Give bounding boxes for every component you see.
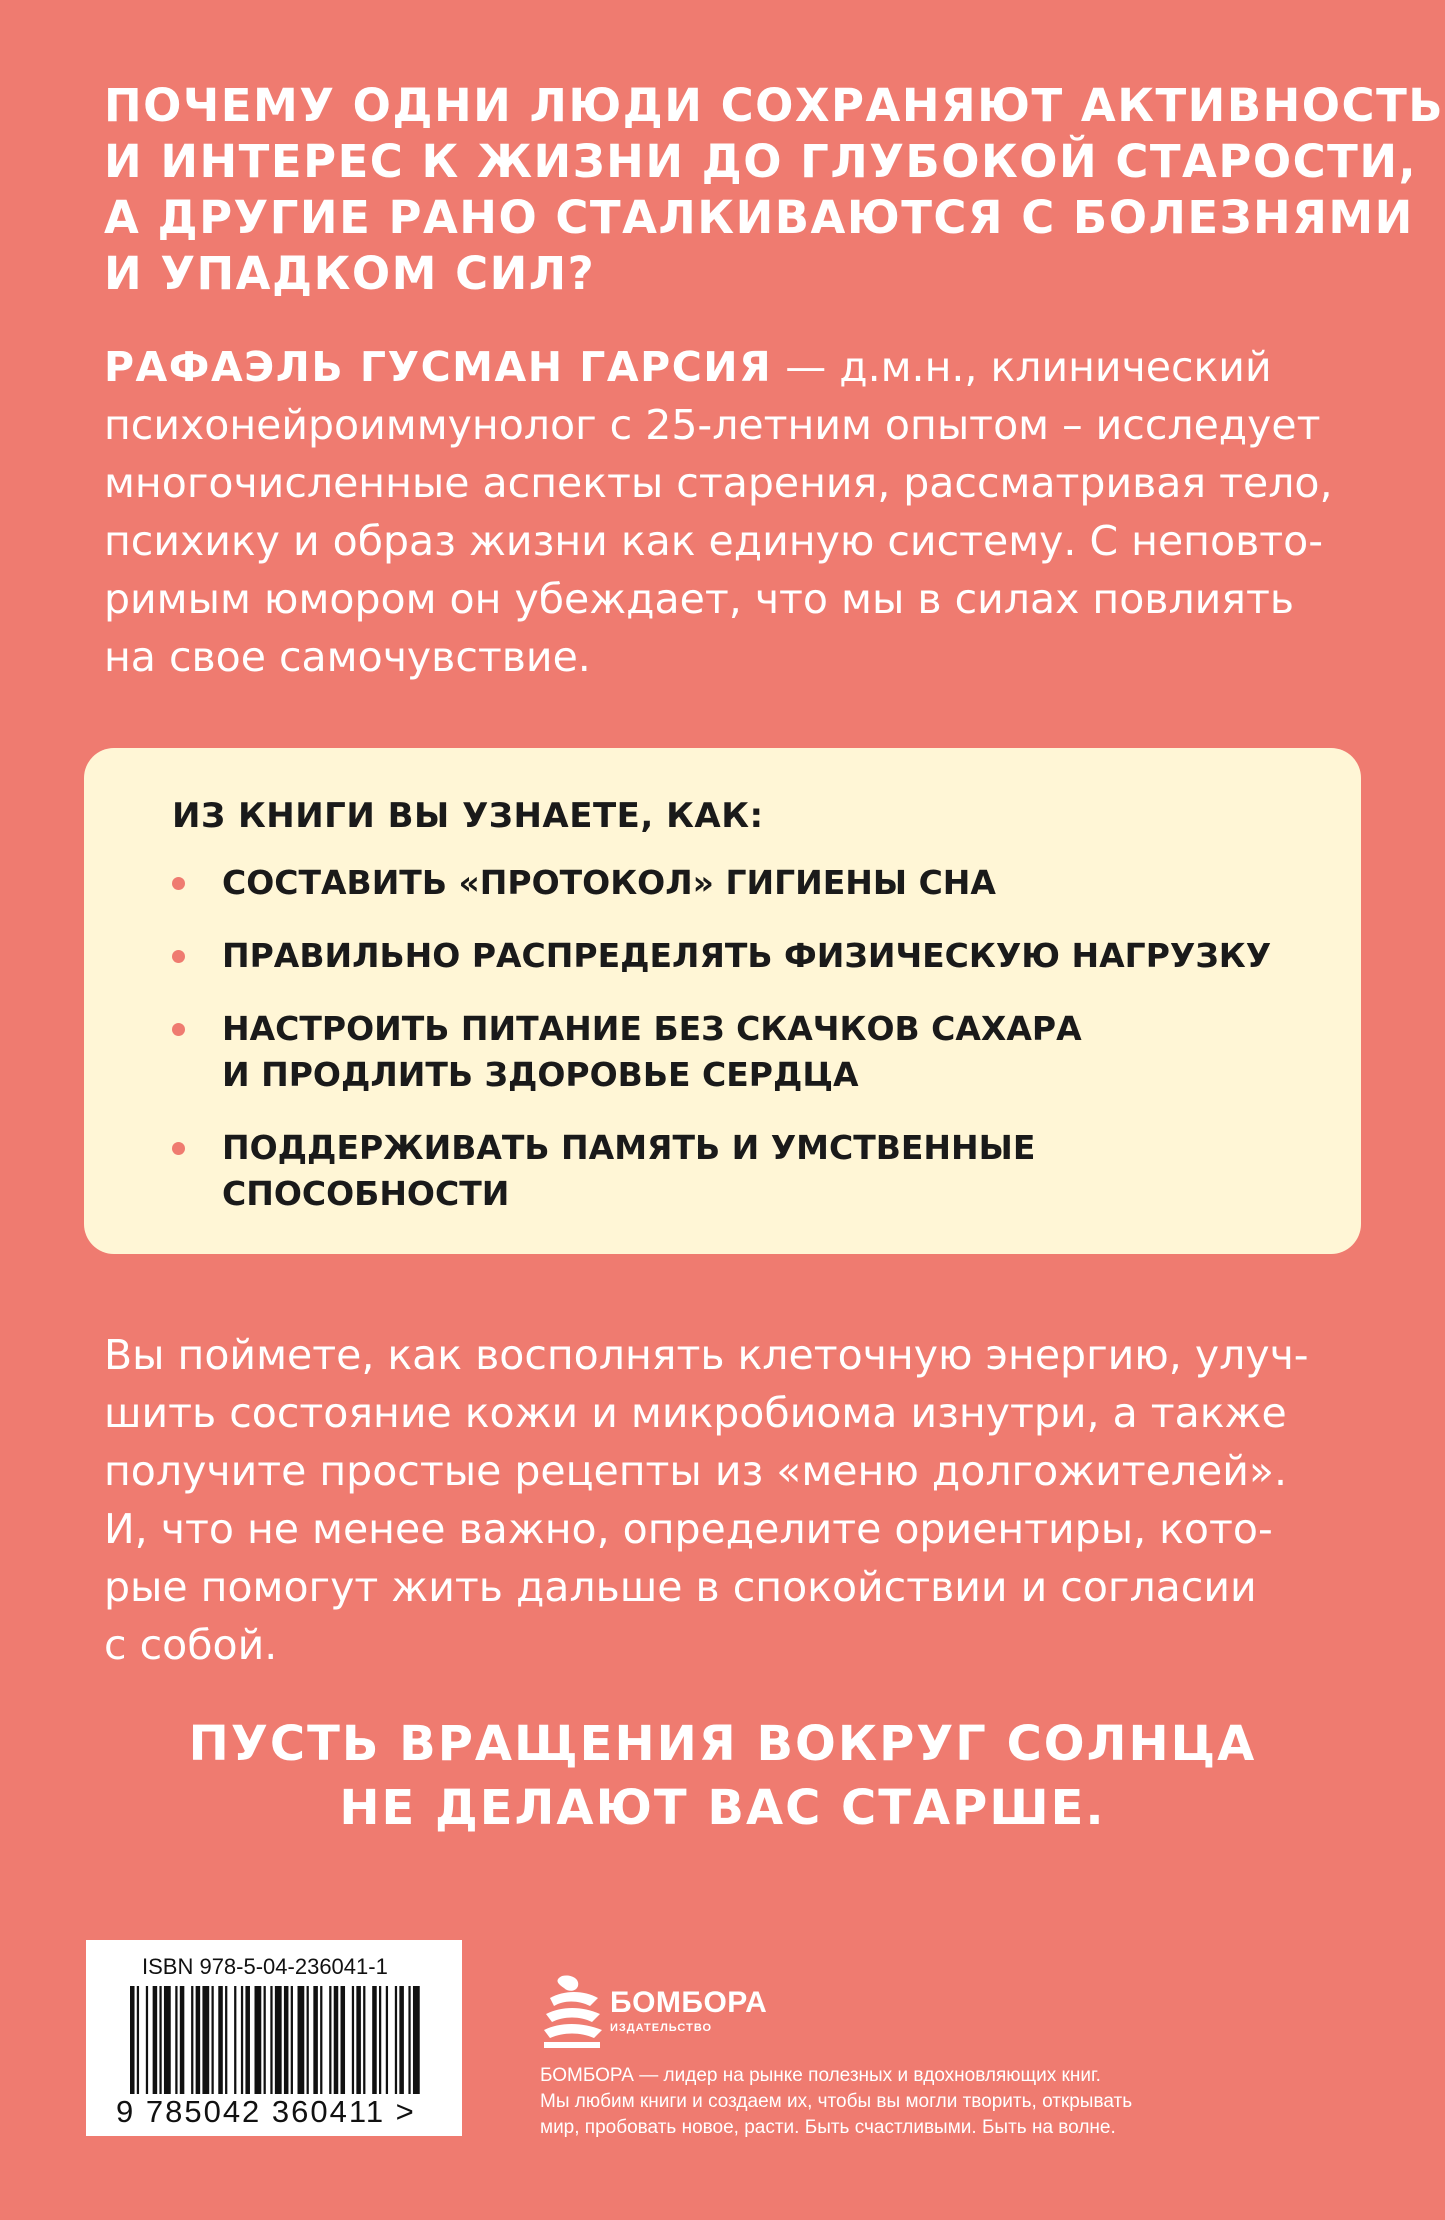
barcode-bar xyxy=(379,1986,381,2094)
barcode-bar xyxy=(225,1986,227,2094)
barcode-bar xyxy=(175,1986,177,2094)
bullet-dot-icon xyxy=(172,950,185,963)
body-line: Вы поймете, как восполнять клеточную энергию, улуч- xyxy=(104,1331,1309,1379)
author-name: РАФАЭЛЬ ГУСМАН ГАРСИЯ xyxy=(104,343,773,391)
body-line: рые помогут жить дальше в спокойствии и согласии xyxy=(104,1563,1257,1611)
author-credentials: — д.м.н., клинический xyxy=(772,343,1272,391)
author-line: психику и образ жизни как единую систему. С неповто- xyxy=(104,517,1323,565)
barcode-bar xyxy=(196,1986,201,2094)
bullet-dot-icon xyxy=(172,1142,185,1155)
barcode-bar xyxy=(395,1986,397,2094)
barcode-bar xyxy=(180,1986,185,2094)
author-line: римым юмором он убеждает, что мы в силах повлиять xyxy=(104,575,1295,623)
barcode-bar xyxy=(291,1986,293,2094)
publisher-line: мир, пробовать новое, расти. Быть счастливыми. Быть на волне. xyxy=(540,2117,1116,2138)
author-line: многочисленные аспекты старения, рассматривая тело, xyxy=(104,459,1333,507)
tagline-line: ПУСТЬ ВРАЩЕНИЯ ВОКРУГ СОЛНЦА xyxy=(188,1716,1257,1772)
bullet-dot-icon xyxy=(172,877,185,890)
barcode-bar xyxy=(386,1986,388,2094)
bullet-dot-icon xyxy=(172,1023,185,1036)
barcode-icon xyxy=(130,1986,422,2094)
barcode-bar xyxy=(164,1986,171,2094)
barcode-bar xyxy=(153,1986,158,2094)
isbn-label: ISBN 978-5-04-236041-1 xyxy=(142,1954,388,1979)
logo-subtitle: ИЗДАТЕЛЬСТВО xyxy=(610,2022,713,2034)
body-description xyxy=(104,1326,1364,1674)
isbn-digits: 9 785042 360411 > xyxy=(116,2094,416,2129)
logo-name: БОМБОРА xyxy=(610,1986,768,2019)
barcode-bar xyxy=(137,1986,139,2094)
barcode-bar xyxy=(270,1986,272,2094)
list-item xyxy=(172,860,1342,906)
publisher-line: БОМБОРА — лидер на рынке полезных и вдохновляющих книг. xyxy=(540,2065,1101,2086)
author-line: на свое самочувствие. xyxy=(104,633,591,681)
list-item xyxy=(172,1125,1342,1217)
barcode-bar xyxy=(159,1986,161,2094)
barcode-bar xyxy=(408,1986,410,2094)
publisher-logo xyxy=(540,1972,780,2048)
barcode-bar xyxy=(399,1986,404,2094)
publisher-description xyxy=(540,2063,1400,2141)
barcode-bar xyxy=(341,1986,346,2094)
barcode-bar xyxy=(245,1986,250,2094)
list-item-text: СПОСОБНОСТИ xyxy=(222,1174,510,1213)
headline xyxy=(104,78,1445,302)
headline-line: ПОЧЕМУ ОДНИ ЛЮДИ СОХРАНЯЮТ АКТИВНОСТЬ xyxy=(104,79,1445,132)
barcode-bar xyxy=(202,1986,209,2094)
barcode-bar xyxy=(298,1986,305,2094)
barcode-bar xyxy=(284,1986,289,2094)
learn-list xyxy=(172,860,1342,1244)
barcode-bar xyxy=(130,1986,135,2094)
headline-line: А ДРУГИЕ РАНО СТАЛКИВАЮТСЯ С БОЛЕЗНЯМИ xyxy=(104,191,1414,244)
body-line: И, что не менее важно, определите ориентиры, кото- xyxy=(104,1505,1273,1553)
barcode-bar xyxy=(372,1986,377,2094)
list-item-text: СОСТАВИТЬ «ПРОТОКОЛ» ГИГИЕНЫ СНА xyxy=(222,863,996,902)
author-line: психонейроиммунолог с 25-летним опытом – исследует xyxy=(104,401,1321,449)
barcode-bar xyxy=(329,1986,331,2094)
barcode-bar xyxy=(241,1986,243,2094)
headline-line: И ИНТЕРЕС К ЖИЗНИ ДО ГЛУБОКОЙ СТАРОСТИ, xyxy=(104,135,1418,188)
barcode-bar xyxy=(191,1986,193,2094)
barcode-bar xyxy=(413,1986,420,2094)
barcode-bar xyxy=(264,1986,266,2094)
barcode-bar xyxy=(275,1986,282,2094)
tagline-line: НЕ ДЕЛАЮТ ВАС СТАРШЕ. xyxy=(339,1780,1106,1836)
barcode-bar xyxy=(313,1986,318,2094)
barcode-bar xyxy=(211,1986,213,2094)
barcode-bar xyxy=(334,1986,339,2094)
bombora-logo-icon xyxy=(540,1972,604,2048)
body-line: получите простые рецепты из «меню долгожителей». xyxy=(104,1447,1288,1495)
barcode-bar xyxy=(218,1986,223,2094)
tagline xyxy=(0,1712,1445,1840)
barcode-bar xyxy=(356,1986,361,2094)
body-line: шить состояние кожи и микробиома изнутри, а также xyxy=(104,1389,1287,1437)
list-item-text: ПРАВИЛЬНО РАСПРЕДЕЛЯТЬ ФИЗИЧЕСКУЮ НАГРУЗКУ xyxy=(222,936,1272,975)
list-item xyxy=(172,1006,1342,1098)
learn-title: ИЗ КНИГИ ВЫ УЗНАЕТЕ, КАК: xyxy=(172,796,764,836)
barcode-bar xyxy=(146,1986,148,2094)
learn-box xyxy=(84,748,1361,1254)
list-item-text: ПОДДЕРЖИВАТЬ ПАМЯТЬ И УМСТВЕННЫЕ xyxy=(222,1128,1036,1167)
list-item-text: НАСТРОИТЬ ПИТАНИЕ БЕЗ СКАЧКОВ САХАРА xyxy=(222,1009,1082,1048)
author-line xyxy=(104,338,1364,396)
barcode-bar xyxy=(352,1986,354,2094)
barcode-bar xyxy=(320,1986,322,2094)
body-line: с собой. xyxy=(104,1621,278,1669)
isbn-barcode-block xyxy=(86,1940,462,2136)
headline-line: И УПАДКОМ СИЛ? xyxy=(104,247,596,300)
list-item xyxy=(172,933,1342,979)
barcode-bar xyxy=(363,1986,365,2094)
barcode-bar xyxy=(255,1986,262,2094)
list-item-text: И ПРОДЛИТЬ ЗДОРОВЬЕ СЕРДЦА xyxy=(222,1055,859,1094)
publisher-line: Мы любим книги и создаем их, чтобы вы могли творить, открывать xyxy=(540,2091,1133,2112)
author-description xyxy=(104,338,1364,686)
barcode-bar xyxy=(307,1986,309,2094)
barcode-bar xyxy=(234,1986,236,2094)
